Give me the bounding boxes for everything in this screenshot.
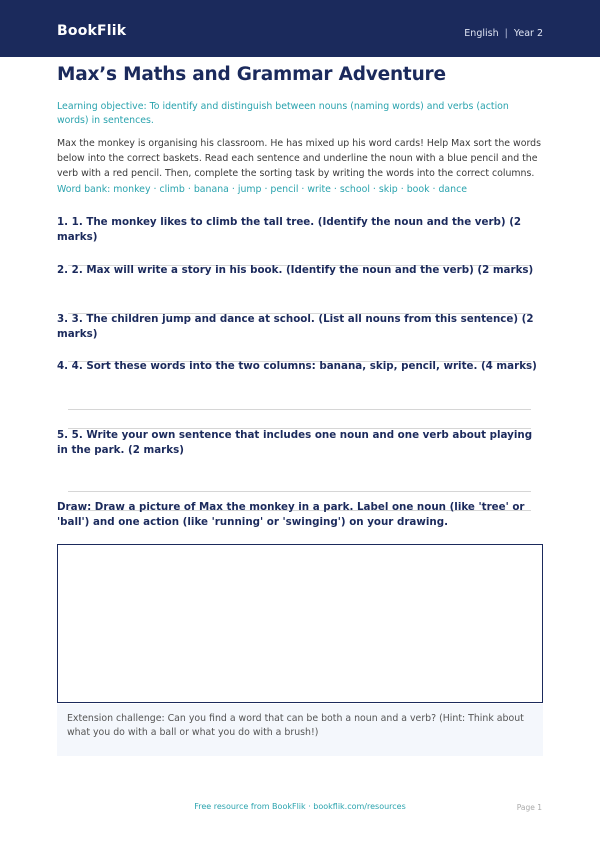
- word-bank: Word bank: monkey · climb · banana · jump · pencil · write · school · skip · book · dance: [57, 184, 468, 195]
- extension-challenge: [57, 704, 543, 756]
- header-separator: |: [504, 28, 508, 39]
- brand-logo[interactable]: BookFlik: [57, 23, 127, 39]
- extension-text: Extension challenge: Can you find a word that can be both a noun and a verb? (Hint: Think about what you do with a ball or what you do with a brush!): [67, 713, 524, 738]
- question-1: 1. 1. The monkey likes to climb the tall tree. (Identify the noun and the verb) (2 marks): [57, 216, 522, 243]
- question-2: 2. 2. Max will write a story in his book. (Identify the noun and the verb) (2 marks): [57, 264, 534, 276]
- page-number: Page 1: [516, 803, 542, 812]
- year-label: Year 2: [513, 28, 543, 39]
- answer-line: [68, 409, 531, 410]
- question-3: 3. 3. The children jump and dance at school. (List all nouns from this sentence) (2 marks): [57, 313, 534, 340]
- drawing-area[interactable]: [57, 544, 543, 703]
- answer-line: [68, 491, 531, 492]
- question-5: 5. 5. Write your own sentence that includes one noun and one verb about playing in the park. (2 marks): [57, 429, 533, 456]
- worksheet-title: Max’s Maths and Grammar Adventure: [57, 64, 446, 85]
- learning-objective: Learning objective: To identify and distinguish between nouns (naming words) and verbs (action words) in sentences.: [57, 101, 509, 126]
- draw-task: Draw: Draw a picture of Max the monkey in a park. Label one noun (like 'tree' or 'ball') and one action (like 'running' or 'swinging') on your drawing.: [57, 501, 525, 528]
- subject-year-label: [464, 28, 543, 39]
- footer-link[interactable]: Free resource from BookFlik · bookflik.com/resources: [194, 802, 406, 811]
- subject-label: English: [464, 28, 499, 39]
- site-header: [0, 0, 600, 57]
- intro-text: Max the monkey is organising his classroom. He has mixed up his word cards! Help Max sort the words below into the correct baskets. Read each sentence and underline the noun with a blue pencil and the verb with a red pencil. Then, complete the sorting task by writing the words into the correct columns.: [57, 138, 541, 179]
- question-4: 4. 4. Sort these words into the two columns: banana, skip, pencil, write. (4 marks): [57, 360, 537, 372]
